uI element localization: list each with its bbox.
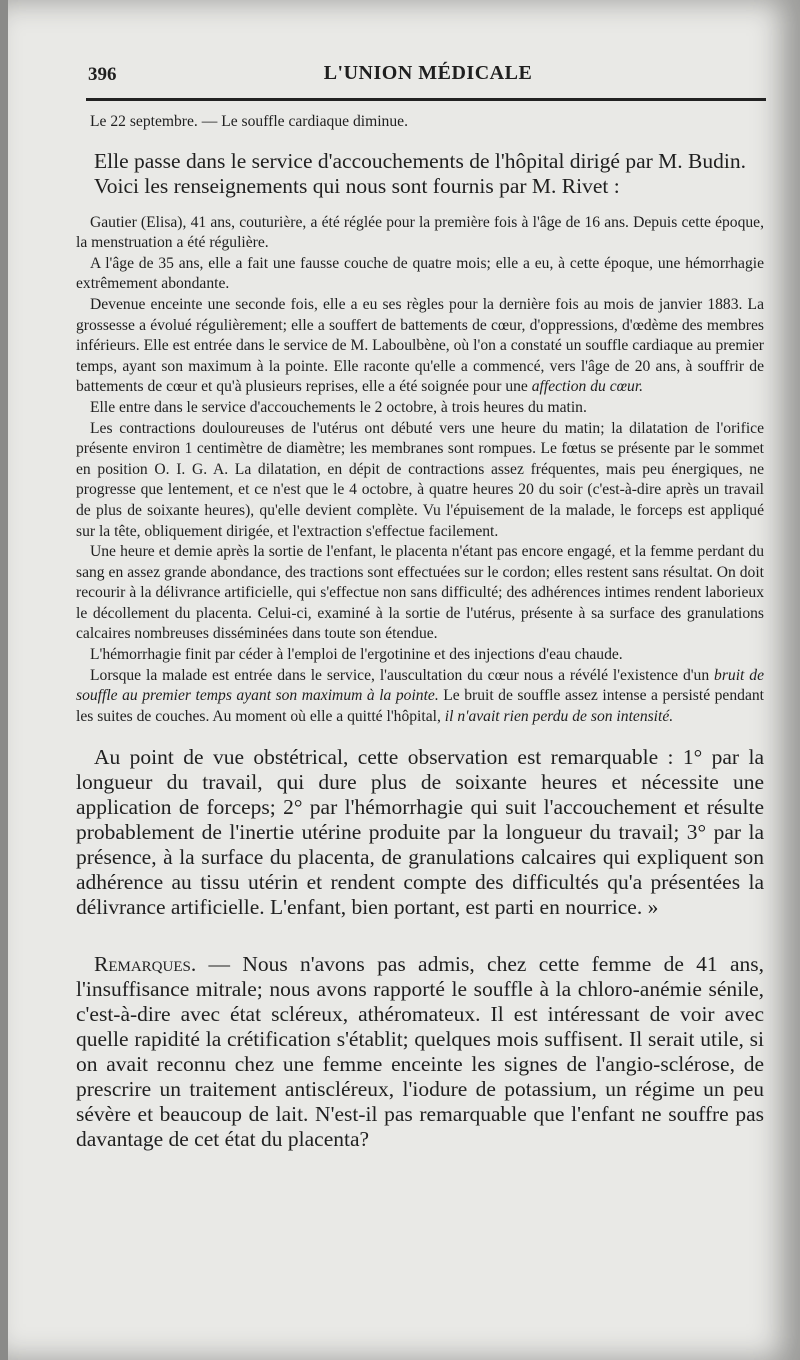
lead-paragraph-1: Elle passe dans le service d'accouchements de l'hôpital dirigé par M. Budin. (94, 148, 746, 173)
conclusion-paragraph: Au point de vue obstétrical, cette observation est remarquable : 1° par la longueur du travail, qui dure plus de soixante heures et nécessite une application de forceps; 2° par l'hémorrhagie qui suit l'accouchement et résulte probablement de l'inertie utérine produite par la longueur du travail; 3° par la présence, à la surface du placenta, de granulations calcaires qui expliquent son adhérence au tissu utérin et rendent compte des difficultés qu'a présentées la délivrance artificielle. L'enfant, bien portant, est parti en nourrice. » (76, 745, 764, 920)
page-number: 396 (88, 64, 117, 85)
remarks-label: Remarques. (94, 952, 197, 977)
observation-paragraph-8-italic-1: bruit de souffle au premier temps ayant son maximum à la pointe. (76, 666, 764, 705)
lead-block (76, 149, 764, 199)
observation-paragraph-6: Une heure et demie après la sortie de l'enfant, le placenta n'étant pas encore engagé, et la femme perdant du sang en assez grande abondance, des tractions sont effectuées sur le cordon; elles restent sans résultat. On doit recourir à la délivrance artificielle, qui s'effectue non sans difficulté; des adhérences intimes rendent laborieux le décollement du placenta. Celui-ci, examiné à la sortie de l'utérus, présente à sa surface des granulations calcaires nombreuses disséminées dans toute son étendue. (76, 543, 764, 643)
observation-paragraph-8 (76, 666, 764, 728)
running-title: L'UNION MÉDICALE (323, 62, 533, 84)
observation-paragraph-8-text-a: Lorsque la malade est entrée dans le service, l'auscultation du cœur nous a révélé l'existence d'un (90, 666, 715, 684)
observation-paragraph-7: L'hémorrhagie finit par céder à l'emploi de l'ergotinine et des injections d'eau chaude. (90, 646, 623, 664)
intro-line: Le 22 septembre. — Le souffle cardiaque diminue. (90, 113, 408, 130)
remarks-paragraph (76, 952, 764, 1152)
observation-paragraph-5: Les contractions douloureuses de l'utérus ont débuté vers une heure du matin; la dilatation de l'orifice présente environ 1 centimètre de diamètre; les membranes sont rompues. Le fœtus se présente par le sommet en position O. I. G. A. La dilatation, en dépit de contractions assez fréquentes, mais peu énergiques, ne progresse que lentement, et ce n'est que le 4 octobre, à quatre heures 20 du soir (c'est-à-dire après un travail de plus de soixante heures), qu'elle devient complète. Vu l'épuisement de la malade, le forceps est appliqué sur la tête, obliquement dirigée, et l'extraction s'effectue facilement. (76, 419, 764, 540)
remarks-text: — Nous n'avons pas admis, chez cette femme de 41 ans, l'insuffisance mitrale; nous avons rapporté le souffle à la chloro-anémie sénile, c'est-à-dire avec état scléreux, athéromateux. Il est intéressant de voir avec quelle rapidité la crétification s'établit; quelques mois suffisent. Il serait utile, si on avait reconnu chez une femme enceinte les signes de l'angio-sclérose, de prescrire un traitement antiscléreux, l'iodure de potassium, un régime un peu sévère et beaucoup de lait. N'est-il pas remarquable que l'enfant ne souffre pas davantage de cet état du placenta? (76, 952, 764, 1152)
intro-block (76, 112, 764, 133)
observation-paragraph-3-text: Devenue enceinte une seconde fois, elle a eu ses règles pour la dernière fois au mois de janvier 1883. La grossesse a évolué régulièrement; elle a souffert de battements de cœur, d'oppressions, d'œdème des membres inférieurs. Elle est entrée dans le service de M. Laboulbène, où l'on a constaté un souffle cardiaque au premier temps, ayant son maximum à la pointe. Elle raconte qu'elle a commencé, vers l'âge de 20 ans, à souffrir de battements de cœur et qu'à plusieurs reprises, elle a été soignée pour une (76, 295, 764, 396)
observation-block (76, 213, 764, 728)
lead-paragraph-2: Voici les renseignements qui nous sont fournis par M. Rivet : (94, 173, 620, 198)
page-header (88, 60, 768, 96)
observation-paragraph-2: A l'âge de 35 ans, elle a fait une fausse couche de quatre mois; elle a eu, à cette époque, une hémorrhagie extrêmement abondante. (76, 254, 764, 293)
observation-paragraph-8-italic-2: il n'avait rien perdu de son intensité. (444, 707, 674, 725)
observation-paragraph-3-italic: affection du cœur. (531, 378, 644, 396)
conclusion-block (76, 745, 764, 920)
observation-paragraph-8-text-b: Le bruit de souffle assez intense a persisté pendant les suites de couches. Au moment où elle a quitté l'hôpital, (76, 687, 764, 725)
remarks-block (76, 952, 764, 1152)
observation-paragraph-1: Gautier (Elisa), 41 ans, couturière, a été réglée pour la première fois à l'âge de 16 ans. Depuis cette époque, la menstruation a été régulière. (76, 213, 764, 252)
header-rule (86, 98, 766, 101)
page-body (76, 112, 764, 1166)
observation-paragraph-4: Elle entre dans le service d'accouchements le 2 octobre, à trois heures du matin. (90, 398, 587, 416)
observation-paragraph-3 (76, 295, 764, 398)
